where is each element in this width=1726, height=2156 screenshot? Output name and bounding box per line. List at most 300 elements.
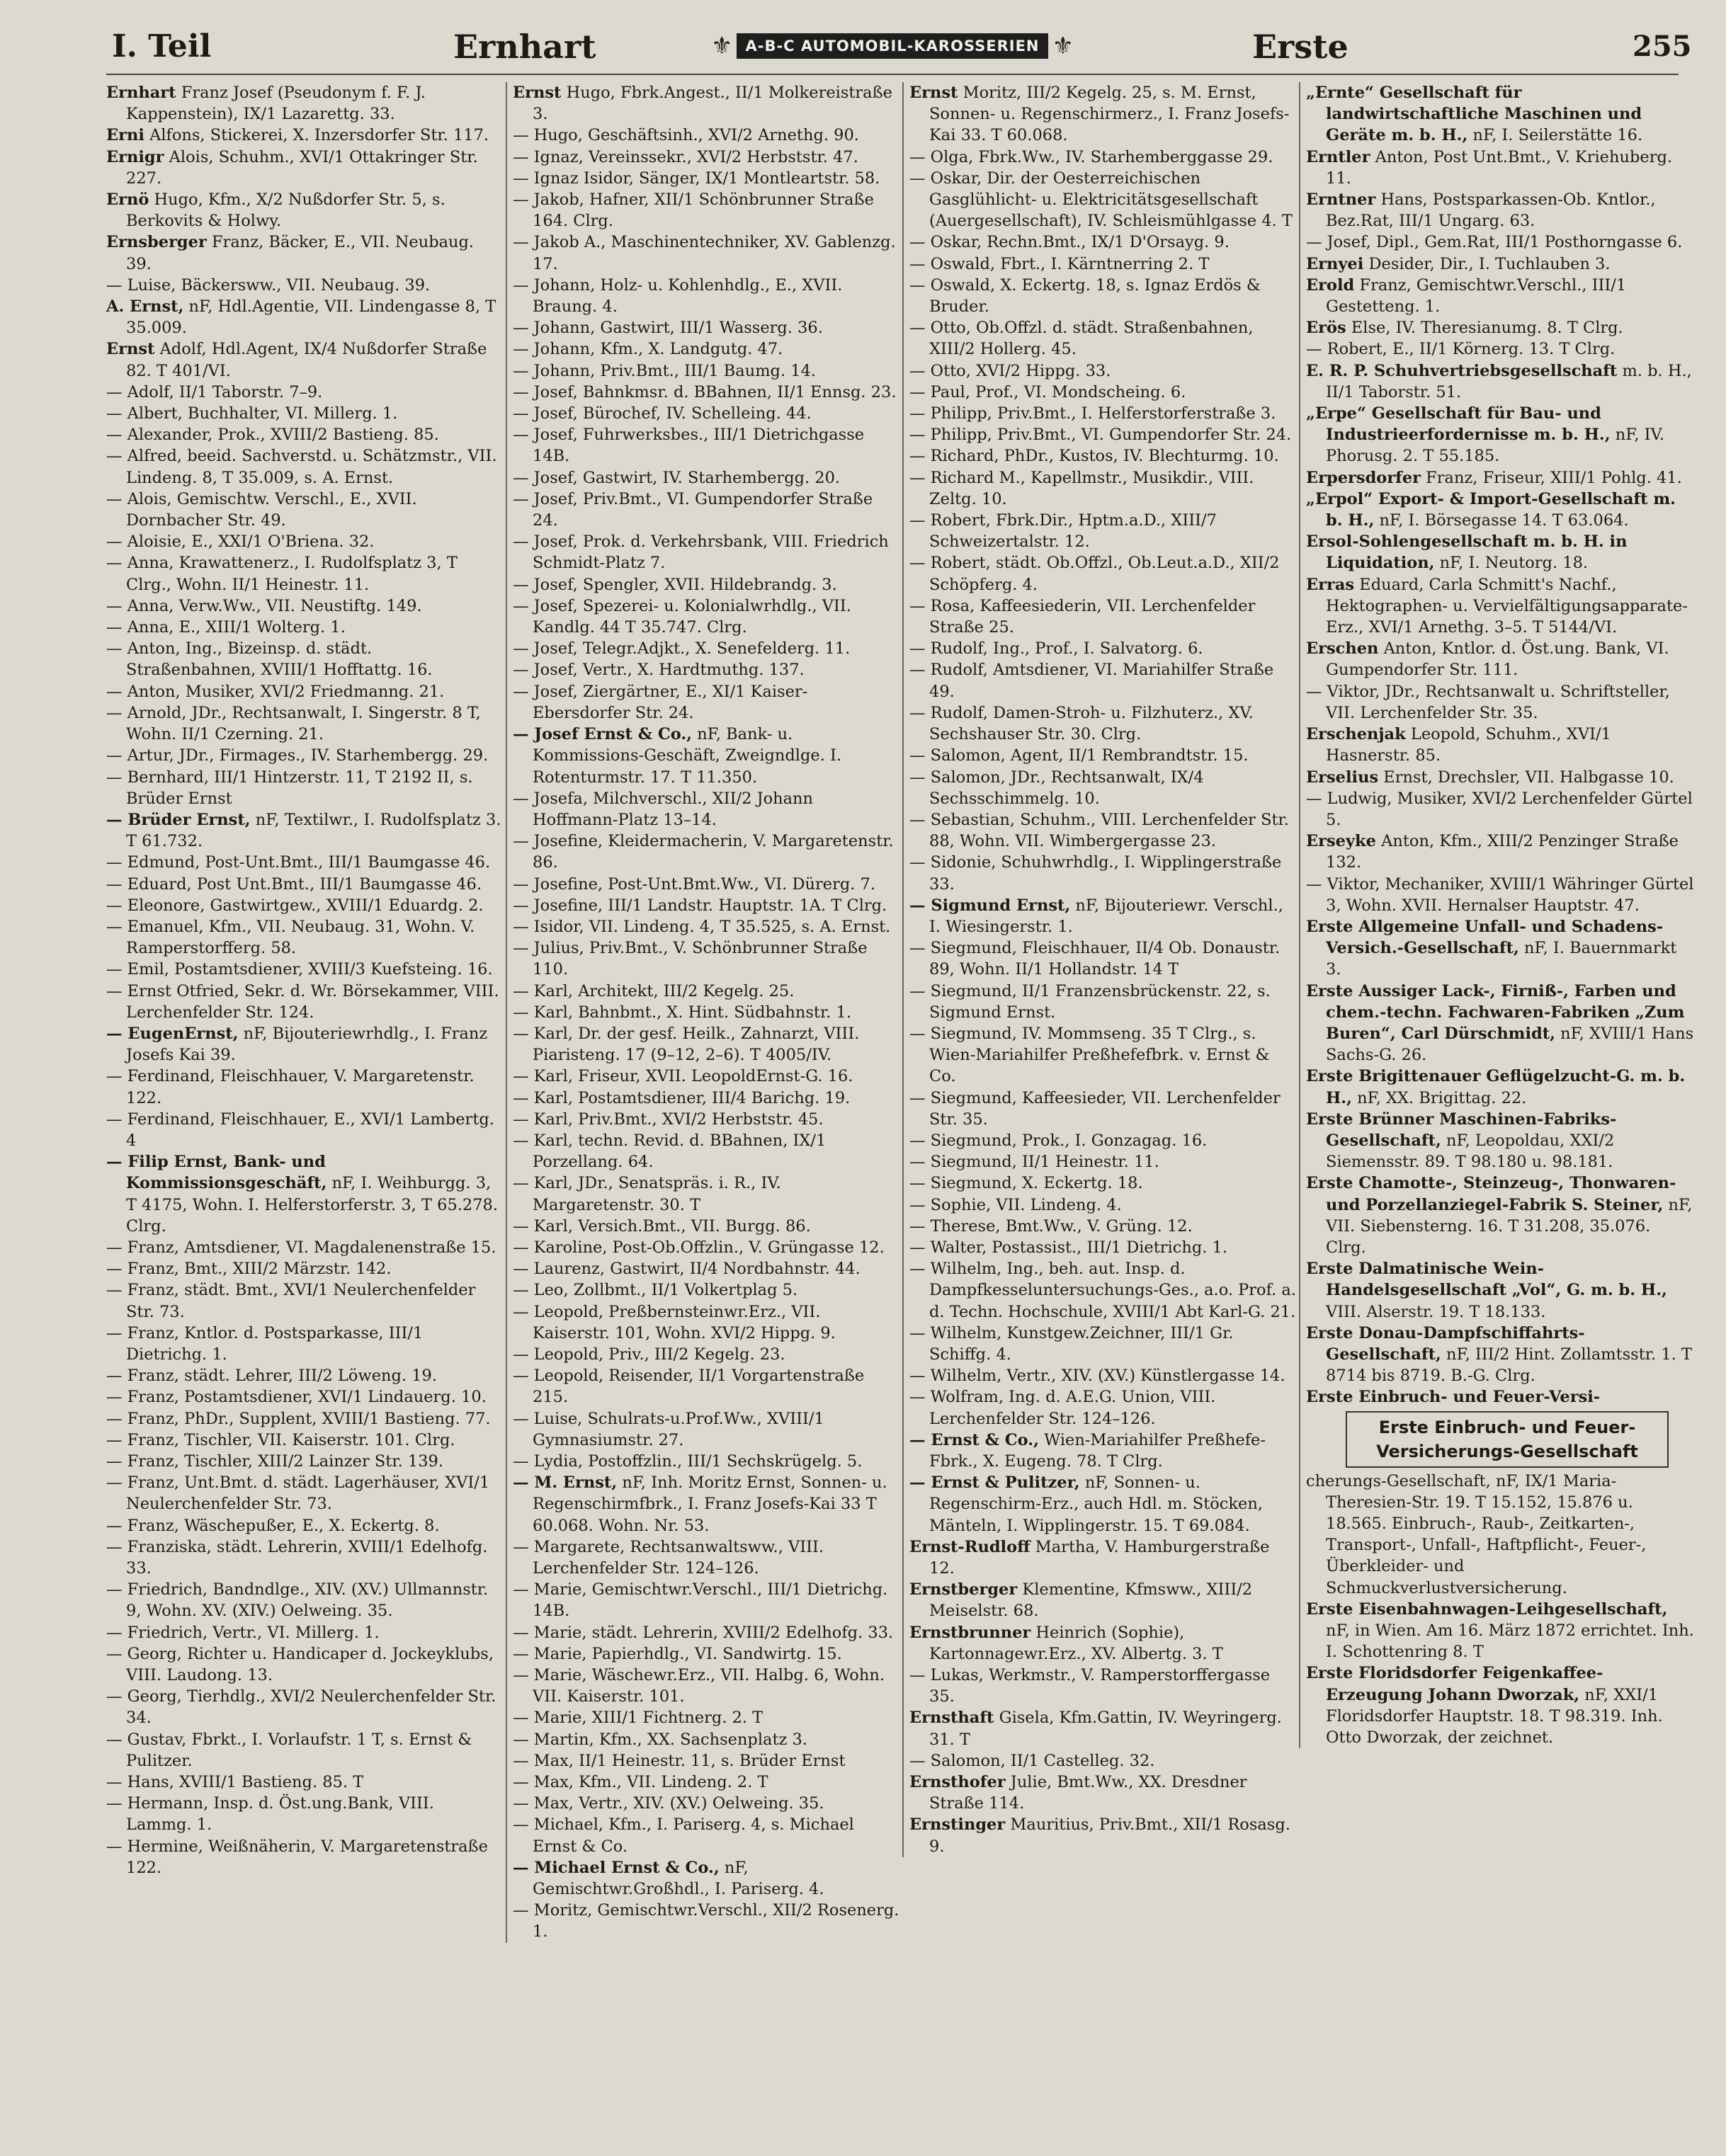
- entry-text: — Wilhelm, Ing., beh. aut. Insp. d. Dampfkesseluntersuchungs-Ges., a.o. Prof. a. d. Techn. Hochschule, XVIII/1 Abt Karl-G. 21.: [909, 1260, 1296, 1321]
- directory-entry: [106, 1023, 504, 1066]
- entry-text: — Franz, städt. Bmt., XVI/1 Neulerchenfelder Str. 73.: [106, 1281, 476, 1321]
- entry-text: — Rudolf, Damen-Stroh- u. Filzhuterz., XV. Sechshauser Str. 30. Clrg.: [909, 703, 1254, 744]
- directory-entry: [106, 382, 504, 403]
- entry-name: Erni: [106, 126, 144, 145]
- directory-entry: [1306, 338, 1696, 360]
- entry-text: — Jakob A., Maschinentechniker, XV. Gablenzg. 17.: [513, 233, 896, 273]
- directory-entry: [909, 1088, 1299, 1130]
- directory-entry: [106, 552, 504, 595]
- entry-text: — Karl, Architekt, III/2 Kegelg. 25.: [513, 981, 795, 1000]
- entry-text: — Isidor, VII. Lindeng. 4, T 35.525, s. A. Ernst.: [513, 917, 891, 936]
- entry-text: — Ferdinand, Fleischhauer, E., XVI/1 Lambertg. 4: [106, 1110, 494, 1150]
- directory-entry: [513, 1622, 902, 1643]
- directory-entry: [909, 1472, 1299, 1536]
- directory-entry: [513, 724, 902, 788]
- directory-entry: [513, 638, 902, 659]
- entry-text: — Oskar, Dir. der Oesterreichischen Gasglühlicht- u. Elektricitätsgesellschaft (Auergesellschaft), IV. Schleismühlgasse 4. T: [909, 169, 1293, 231]
- entry-text: — Alois, Gemischtw. Verschl., E., XVII. Dornbacher Str. 49.: [106, 489, 417, 530]
- entry-text: — Josefine, Post-Unt.Bmt.Ww., VI. Dürerg. 7.: [513, 874, 876, 894]
- entry-name: — Ernst & Pulitzer,: [909, 1473, 1080, 1493]
- directory-entry: [106, 681, 504, 702]
- entry-text: — Siegmund, II/1 Franzensbrückenstr. 22, s. Sigmund Ernst.: [909, 981, 1271, 1022]
- directory-entry: [513, 788, 902, 831]
- directory-entry: [513, 595, 902, 638]
- entry-text: — Therese, Bmt.Ww., V. Grüng. 12.: [909, 1216, 1193, 1236]
- entry-name: Erseyke: [1306, 832, 1376, 851]
- directory-entry: [513, 981, 902, 1002]
- entry-name: — Michael Ernst & Co.,: [513, 1858, 720, 1877]
- directory-entry: [909, 1707, 1299, 1750]
- entry-text: — Franz, Kntlor. d. Postsparkasse, III/1 Dietrichg. 1.: [106, 1323, 424, 1364]
- entry-name: Ernhart: [106, 84, 176, 102]
- entry-text: — Siegmund, II/1 Heinestr. 11.: [909, 1153, 1159, 1172]
- entry-text: — Josefine, Kleidermacherin, V. Margaretenstr. 86.: [513, 832, 894, 872]
- directory-entry: [513, 1772, 902, 1793]
- directory-entry: [1306, 981, 1696, 1066]
- directory-entry: [106, 1729, 504, 1772]
- entry-text: Anton, Post Unt.Bmt., V. Kriehuberg. 11.: [1326, 147, 1672, 188]
- entry-text: nF, Hdl.Agentie, VII. Lindengasse 8, T 35.009.: [126, 297, 496, 338]
- entry-text: — Viktor, JDr., Rechtsanwalt u. Schriftsteller, VII. Lerchenfelder Str. 35.: [1306, 682, 1670, 722]
- entry-text: nF, Textilwr., I. Rudolfsplatz 3. T 61.732.: [126, 810, 501, 851]
- entry-text: — Wilhelm, Kunstgew.Zeichner, III/1 Gr. Schiffg. 4.: [909, 1323, 1234, 1364]
- entry-text: — Bernhard, III/1 Hintzerstr. 11, T 2192 II, s. Brüder Ernst: [106, 768, 473, 808]
- directory-entry: [106, 1386, 504, 1408]
- directory-entry: [513, 360, 902, 382]
- entry-text: — Franz, Tischler, VII. Kaiserstr. 101. Clrg.: [106, 1430, 455, 1449]
- entry-text: — Karl, Versich.Bmt., VII. Burgg. 86.: [513, 1216, 811, 1236]
- directory-entry: [909, 360, 1299, 382]
- entry-name: Erste Einbruch- und Feuer-Versi-: [1306, 1388, 1601, 1407]
- entry-text: — Ignaz, Vereinssekr., XVI/2 Herbststr. 47.: [513, 147, 858, 166]
- directory-entry: [909, 147, 1299, 168]
- entry-text: nF, XXI/1 Floridsdorfer Hauptstr. 18. T 98.319. Inh. Otto Dworzak, der zeichnet.: [1326, 1685, 1663, 1747]
- directory-entry: [909, 1430, 1299, 1472]
- entry-name: Erschen: [1306, 639, 1379, 658]
- directory-entry: [1306, 1258, 1696, 1323]
- entry-text: — Ignaz Isidor, Sänger, IX/1 Montleartstr. 58.: [513, 169, 880, 188]
- directory-entry: [1306, 1386, 1696, 1408]
- directory-entry: [1306, 638, 1696, 680]
- entry-text: — Robert, städt. Ob.Offzl., Ob.Leut.a.D., XII/2 Schöpferg. 4.: [909, 554, 1280, 594]
- header-section-label: I. Teil: [112, 28, 212, 64]
- entry-text: nF, Bank- u. Kommissions-Geschäft, Zweigndlge. I. Rotenturmstr. 17. T 11.350.: [533, 725, 842, 787]
- entry-name: Ernstbrunner: [909, 1623, 1031, 1642]
- directory-entry: [1306, 831, 1696, 873]
- directory-entry: [513, 189, 902, 232]
- entry-name: Ernö: [106, 190, 149, 210]
- entry-text: Moritz, III/2 Kegelg. 25, s. M. Ernst, Sonnen- u. Regenschirmerz., I. Franz Josefs-Kai 33. T 60.068.: [929, 84, 1290, 145]
- entry-text: — Georg, Tierhdlg., XVI/2 Neulerchenfelder Str. 34.: [106, 1687, 496, 1728]
- directory-entry: [106, 1643, 504, 1686]
- directory-entry: [909, 1237, 1299, 1258]
- directory-entry: [513, 232, 902, 274]
- directory-entry: [106, 531, 504, 552]
- directory-entry: [513, 275, 902, 317]
- entry-text: nF, Gemischtwr.Großhdl., I. Pariserg. 4.: [533, 1858, 824, 1899]
- entry-name: Erste Brünner Maschinen-Fabriks-Gesellschaft,: [1306, 1110, 1617, 1150]
- directory-entry: [106, 403, 504, 424]
- directory-entry: [513, 1793, 902, 1814]
- directory-entry: [513, 147, 902, 168]
- entry-text: nF, I. Weihburgg. 3, T 4175, Wohn. I. Helferstorferstr. 3, T 65.278. Clrg.: [126, 1174, 499, 1236]
- entry-text: — Margarete, Rechtsanwaltsww., VIII. Lerchenfelder Str. 124–126.: [513, 1537, 824, 1578]
- entry-text: — Artur, JDr., Firmages., IV. Starhembergg. 29.: [106, 746, 489, 765]
- entry-text: nF, Bijouteriewr. Verschl., I. Wiesingerstr. 1.: [929, 896, 1283, 936]
- entry-text: — Robert, E., II/1 Körnerg. 13. T Clrg.: [1306, 340, 1616, 359]
- directory-entry: [1306, 531, 1696, 574]
- entry-text: — Karl, Dr. der gesf. Heilk., Zahnarzt, VIII. Piaristeng. 17 (9–12, 2–6). T 4005/IV.: [513, 1024, 860, 1065]
- entry-text: — Leopold, Reisender, II/1 Vorgartenstraße 215.: [513, 1367, 865, 1407]
- directory-entry: [513, 1365, 902, 1408]
- column-1: [106, 82, 504, 1878]
- directory-entry: [513, 82, 902, 125]
- entry-text: — Karl, Bahnbmt., X. Hint. Südbahnstr. 1.: [513, 1003, 852, 1022]
- entry-text: — Karl, Postamtsdiener, III/4 Barichg. 19.: [513, 1088, 851, 1107]
- directory-entry: [106, 1279, 504, 1322]
- entry-text: — Max, Vertr., XIV. (XV.) Oelweing. 35.: [513, 1794, 824, 1813]
- header-ad-text: A-B-C AUTOMOBIL-KAROSSERIEN: [737, 33, 1047, 59]
- directory-entry: [106, 1622, 504, 1643]
- entry-text: — Josef, Vertr., X. Hardtmuthg. 137.: [513, 661, 805, 680]
- entry-text: — Marie, Papierhdlg., VI. Sandwirtg. 15.: [513, 1644, 842, 1663]
- entry-text: — Friedrich, Bandndlge., XIV. (XV.) Ullmannstr. 9, Wohn. XV. (XIV.) Oelweing. 35.: [106, 1580, 489, 1621]
- entry-text: — Josef, Bahnkmsr. d. BBahnen, II/1 Ennsg. 23.: [513, 382, 897, 401]
- winged-emblem-left-icon: ⚜: [711, 32, 733, 60]
- directory-entry: [106, 1515, 504, 1536]
- entry-text: Alois, Schuhm., XVI/1 Ottakringer Str. 227.: [126, 147, 478, 188]
- directory-entry: [909, 1814, 1299, 1856]
- entry-text: — Martin, Kfm., XX. Sachsenplatz 3.: [513, 1730, 807, 1749]
- entry-text: — Johann, Priv.Bmt., III/1 Baumg. 14.: [513, 361, 817, 380]
- directory-entry: [1306, 360, 1696, 403]
- entry-text: — Franziska, städt. Lehrerin, XVIII/1 Edelhofg. 33.: [106, 1537, 488, 1578]
- entry-text: — Ludwig, Musiker, XVI/2 Lerchenfelder Gürtel 5.: [1306, 789, 1693, 829]
- directory-entry: [106, 1066, 504, 1108]
- entry-text: Wien-Mariahilfer Preßhefe-Fbrk., X. Eugeng. 78. T Clrg.: [929, 1430, 1266, 1471]
- directory-entry: [909, 510, 1299, 552]
- directory-entry: [909, 168, 1299, 232]
- entry-name: „Ernte“ Gesellschaft für landwirtschaftliche Maschinen und Geräte m. b. H.,: [1306, 84, 1642, 145]
- directory-entry: [1306, 467, 1696, 489]
- entry-text: — Johann, Kfm., X. Landgutg. 47.: [513, 340, 783, 359]
- entry-name: Erste Floridsdorfer Feigenkaffee-Erzeugung Johann Dworzak,: [1306, 1664, 1603, 1704]
- entry-name: Ernyei: [1306, 254, 1364, 273]
- directory-entry: [513, 1750, 902, 1772]
- directory-entry: [513, 1707, 902, 1728]
- entry-name: „Erpol“ Export- & Import-Gesellschaft m. b. H.,: [1306, 489, 1676, 530]
- entry-text: nF, I. Bauernmarkt 3.: [1326, 939, 1677, 979]
- entry-text: — Otto, Ob.Offzl. d. städt. Straßenbahnen, XIII/2 Hollerg. 45.: [909, 319, 1254, 359]
- entry-text: Alfons, Stickerei, X. Inzersdorfer Str. 117.: [149, 126, 489, 145]
- entry-name: Erselius: [1306, 768, 1379, 787]
- entry-text: Martha, V. Hamburgerstraße 12.: [929, 1537, 1270, 1578]
- entry-text: — Anton, Ing., Bizeinsp. d. städt. Straßenbahnen, XVIII/1 Hofftattg. 16.: [106, 639, 433, 680]
- entry-text: — Salomon, JDr., Rechtsanwalt, IX/4 Sechsschimmelg. 10.: [909, 768, 1204, 808]
- directory-entry: [106, 745, 504, 766]
- entry-text: — Johann, Holz- u. Kohlenhdlg., E., XVII. Braung. 4.: [513, 275, 843, 316]
- directory-entry: [106, 1258, 504, 1279]
- entry-name: Ernstinger: [909, 1815, 1006, 1835]
- directory-entry: [513, 1536, 902, 1579]
- entry-name: — Brüder Ernst,: [106, 810, 251, 829]
- directory-entry: [1306, 1323, 1696, 1387]
- insurance-ad-box: Erste Einbruch- und Feuer-Versicherungs-Gesellschaft: [1346, 1411, 1669, 1468]
- directory-entry: [513, 1237, 902, 1258]
- directory-entry: [909, 1173, 1299, 1194]
- entry-text: Else, IV. Theresianumg. 8. T Clrg.: [1351, 319, 1623, 338]
- directory-entry: [106, 874, 504, 895]
- entry-text: — Alfred, beeid. Sachverstd. u. Schätzmstr., VII. Lindeng. 8, T 35.009, s. A. Ernst.: [106, 447, 497, 487]
- entry-text: — Johann, Gastwirt, III/1 Wasserg. 36.: [513, 319, 823, 338]
- directory-entry: [909, 1151, 1299, 1173]
- entry-text: — Philipp, Priv.Bmt., VI. Gumpendorfer Str. 24.: [909, 426, 1292, 445]
- directory-entry: [513, 168, 902, 189]
- directory-entry: [106, 1579, 504, 1621]
- entry-text: — Georg, Richter u. Handicaper d. Jockeyklubs, VIII. Laudong. 13.: [106, 1644, 494, 1685]
- entry-name: Erntner: [1306, 190, 1376, 210]
- directory-entry: [1306, 489, 1696, 531]
- directory-entry: [513, 1088, 902, 1109]
- directory-entry: [513, 338, 902, 360]
- directory-entry: [106, 1109, 504, 1151]
- directory-entry: [106, 595, 504, 617]
- directory-entry: [1306, 767, 1696, 788]
- directory-entry: [513, 1344, 902, 1365]
- directory-entry: [909, 317, 1299, 360]
- directory-entry: [1306, 147, 1696, 189]
- directory-entry: [513, 574, 902, 595]
- entry-text: — Sidonie, Schuhwrhdlg., I. Wipplingerstraße 33.: [909, 853, 1282, 894]
- entry-text: — Anna, Krawattenerz., I. Rudolfsplatz 3, T Clrg., Wohn. II/1 Heinestr. 11.: [106, 554, 458, 594]
- entry-text: nF, III/2 Hint. Zollamtsstr. 1. T 8714 bis 8719. B.-G. Clrg.: [1326, 1345, 1692, 1386]
- directory-entry: [106, 1451, 504, 1472]
- directory-entry: [1306, 82, 1696, 147]
- directory-entry: [513, 1279, 902, 1301]
- directory-entry: [513, 1173, 902, 1215]
- entry-text: — Siegmund, IV. Mommseng. 35 T Clrg., s. Wien-Mariahilfer Preßhefefbrk. v. Ernst & Co.: [909, 1024, 1270, 1086]
- entry-text: — Edmund, Post-Unt.Bmt., III/1 Baumgasse 46.: [106, 853, 491, 872]
- entry-name: „Erpe“ Gesellschaft für Bau- und Industrieerfordernisse m. b. H.,: [1306, 404, 1611, 445]
- entry-name: Erras: [1306, 575, 1355, 594]
- directory-entry: [909, 1323, 1299, 1365]
- directory-entry: [106, 147, 504, 189]
- directory-entry: [909, 424, 1299, 445]
- entry-text: — Josef, Telegr.Adjkt., X. Senefelderg. 11.: [513, 639, 851, 658]
- entry-name: Erste Brigittenauer Geflügelzucht-G. m. b. H.,: [1306, 1067, 1686, 1107]
- entry-text: — Laurenz, Gastwirt, II/4 Nordbahnstr. 44.: [513, 1260, 861, 1279]
- entry-text: nF, XX. Brigittag. 22.: [1357, 1088, 1527, 1107]
- entry-name: — Ernst & Co.,: [909, 1430, 1039, 1449]
- directory-entry: [513, 1643, 902, 1665]
- entry-text: — Max, II/1 Heinestr. 11, s. Brüder Ernst: [513, 1751, 846, 1770]
- directory-entry: [106, 275, 504, 296]
- entry-text: Hugo, Kfm., X/2 Nußdorfer Str. 5, s. Berkovits & Holwy.: [126, 190, 445, 231]
- entry-text: — Eduard, Post Unt.Bmt., III/1 Baumgasse 46.: [106, 874, 482, 894]
- entry-name: Ernst: [106, 340, 155, 359]
- entry-text: — Josef, Gastwirt, IV. Starhembergg. 20.: [513, 468, 841, 487]
- directory-entry: [513, 831, 902, 873]
- directory-entry: [513, 937, 902, 980]
- entry-text: — Anton, Musiker, XVI/2 Friedmanng. 21.: [106, 682, 445, 701]
- column-4: [1299, 82, 1696, 1748]
- directory-entry: [909, 745, 1299, 766]
- directory-entry: [909, 659, 1299, 702]
- entry-name: Erste Chamotte-, Steinzeug-, Thonwaren- und Porzellanziegel-Fabrik S. Steiner,: [1306, 1174, 1676, 1214]
- entry-name: Ersol-Sohlengesellschaft m. b. H. in Liquidation,: [1306, 532, 1628, 573]
- directory-entry: [106, 1472, 504, 1515]
- page-number: 255: [1633, 30, 1692, 63]
- entry-text: — Karl, techn. Revid. d. BBahnen, IX/1 Porzellang. 64.: [513, 1131, 827, 1172]
- entry-text: — Marie, XIII/1 Fichtnerg. 2. T: [513, 1709, 763, 1728]
- entry-text: — Hugo, Geschäftsinh., XVI/2 Arnethg. 90.: [513, 126, 859, 145]
- directory-entry: [106, 1772, 504, 1793]
- entry-text: — Max, Kfm., VII. Lindeng. 2. T: [513, 1773, 768, 1792]
- entry-text: Heinrich (Sophie), Kartonnagewr.Erz., XV. Albertg. 3. T: [929, 1623, 1223, 1663]
- entry-text: — Karoline, Post-Ob.Offzlin., V. Grüngasse 12.: [513, 1238, 885, 1257]
- entry-text: — Josef, Spezerei- u. Kolonialwrhdlg., VII. Kandlg. 44 T 35.747. Clrg.: [513, 596, 851, 637]
- entry-text: nF, Leopoldau, XXI/2 Siemensstr. 89. T 98.180 u. 98.181.: [1326, 1131, 1615, 1172]
- entry-text: — Luise, Bäckersww., VII. Neubaug. 39.: [106, 275, 431, 295]
- entry-text: — Lydia, Postoffzlin., III/1 Sechskrügelg. 5.: [513, 1452, 863, 1471]
- entry-text: Gisela, Kfm.Gattin, IV. Weyringerg. 31. T: [929, 1709, 1282, 1749]
- entry-text: nF, XVIII/1 Hans Sachs-G. 26.: [1326, 1024, 1694, 1065]
- directory-entry: [909, 1750, 1299, 1772]
- directory-entry: [513, 1579, 902, 1621]
- directory-entry: [106, 1536, 504, 1579]
- entry-text: — Oskar, Rechn.Bmt., IX/1 D'Orsayg. 9.: [909, 233, 1230, 252]
- entry-text: — Karl, JDr., Senatspräs. i. R., IV. Margaretenstr. 30. T: [513, 1174, 781, 1214]
- directory-entry: [106, 1793, 504, 1835]
- entry-name: — Sigmund Ernst,: [909, 896, 1071, 915]
- entry-text: — Franz, PhDr., Supplent, XVIII/1 Bastieng. 77.: [106, 1409, 491, 1428]
- directory-entry: [1306, 874, 1696, 916]
- directory-entry: [513, 1301, 902, 1344]
- entry-text: — Robert, Fbrk.Dir., Hptm.a.D., XIII/7 Schweizertalstr. 12.: [909, 511, 1217, 552]
- directory-entry: [1306, 232, 1696, 253]
- entry-name: Ernstberger: [909, 1580, 1018, 1599]
- entry-name: Erste Aussiger Lack-, Firniß-, Farben und chem.-techn. Fachwaren-Fabriken „Zum Buren“, Carl Dürschmidt,: [1306, 981, 1685, 1043]
- directory-entry: [909, 1365, 1299, 1386]
- entry-text: — Leopold, Preßbernsteinwr.Erz., VII. Kaiserstr. 101, Wohn. XVI/2 Hippg. 9.: [513, 1302, 836, 1342]
- entry-text: Franz, Gemischtwr.Verschl., III/1 Gestetteng. 1.: [1326, 275, 1627, 316]
- entry-text: — Marie, Gemischtwr.Verschl., III/1 Dietrichg. 14B.: [513, 1580, 888, 1621]
- directory-entry: [909, 1536, 1299, 1579]
- directory-entry: [513, 1900, 902, 1942]
- header-rule: [106, 74, 1679, 75]
- directory-entry: [106, 1237, 504, 1258]
- entry-text: — Wilhelm, Vertr., XIV. (XV.) Künstlergasse 14.: [909, 1367, 1285, 1386]
- entry-text: — Franz, städt. Lehrer, III/2 Löweng. 19.: [106, 1367, 437, 1386]
- entry-text: — Arnold, JDr., Rechtsanwalt, I. Singerstr. 8 T, Wohn. II/1 Czerning. 21.: [106, 703, 481, 744]
- directory-entry: [909, 232, 1299, 253]
- directory-entry: [1306, 1173, 1696, 1258]
- entry-text: — Walter, Postassist., III/1 Dietrichg. 1.: [909, 1238, 1228, 1257]
- entry-text: — Rosa, Kaffeesiederin, VII. Lerchenfelder Straße 25.: [909, 596, 1256, 637]
- directory-entry: [909, 1665, 1299, 1707]
- directory-entry: [1306, 1066, 1696, 1108]
- entry-text: Mauritius, Priv.Bmt., XII/1 Rosasg. 9.: [929, 1815, 1290, 1856]
- entry-text: — Michael, Kfm., I. Pariserg. 4, s. Michael Ernst & Co.: [513, 1815, 854, 1856]
- entry-text: — Ferdinand, Fleischhauer, V. Margaretenstr. 122.: [106, 1067, 475, 1107]
- directory-entry: [909, 1772, 1299, 1814]
- directory-entry: [106, 338, 504, 381]
- directory-entry: [106, 1686, 504, 1728]
- entry-text: — Josef, Priv.Bmt., VI. Gumpendorfer Straße 24.: [513, 489, 873, 530]
- entry-text: — Wolfram, Ing. d. A.E.G. Union, VIII. Lerchenfelder Str. 124–126.: [909, 1388, 1216, 1428]
- entry-text: — Franz, Unt.Bmt. d. städt. Lagerhäuser, XVI/1 Neulerchenfelder Str. 73.: [106, 1473, 490, 1514]
- directory-entry: [1306, 1662, 1696, 1748]
- entry-text: — Josef, Prok. d. Verkehrsbank, VIII. Friedrich Schmidt-Platz 7.: [513, 532, 889, 573]
- entry-text: — Emil, Postamtsdiener, XVIII/3 Kuefsteing. 16.: [106, 960, 493, 979]
- entry-text: — Adolf, II/1 Taborstr. 7–9.: [106, 382, 323, 401]
- directory-entry: [106, 82, 504, 125]
- entry-text: — Josefa, Milchverschl., XII/2 Johann Hoffmann-Platz 13–14.: [513, 789, 814, 829]
- entry-text: — Gustav, Fbrkt., I. Vorlaufstr. 1 T, s. Ernst & Pulitzer.: [106, 1730, 472, 1770]
- entry-text: — Salomon, Agent, II/1 Rembrandtstr. 15.: [909, 746, 1249, 765]
- entry-text: nF, I. Börsegasse 14. T 63.064.: [1379, 511, 1629, 530]
- entry-text: — Rudolf, Amtsdiener, VI. Mariahilfer Straße 49.: [909, 661, 1274, 701]
- directory-entry: [106, 232, 504, 274]
- entry-text: — Franz, Wäschepußer, E., X. Eckertg. 8.: [106, 1516, 440, 1535]
- directory-entry: [1306, 403, 1696, 467]
- entry-name: Ernsthofer: [909, 1773, 1006, 1792]
- directory-entry: [513, 681, 902, 724]
- entry-text: — Josefine, III/1 Landstr. Hauptstr. 1A. T Clrg.: [513, 896, 887, 915]
- directory-entry: [909, 82, 1299, 147]
- directory-entry: [513, 1258, 902, 1279]
- entry-name: — EugenErnst,: [106, 1024, 239, 1043]
- entry-text: — Albert, Buchhalter, VI. Millerg. 1.: [106, 404, 398, 423]
- entry-text: nF, VII. Siebensterng. 16. T 31.208, 35.076. Clrg.: [1326, 1195, 1693, 1257]
- entry-text: — Josef, Spengler, XVII. Hildebrandg. 3.: [513, 575, 837, 594]
- directory-entry: [513, 1109, 902, 1130]
- entry-name: Erschenjak: [1306, 725, 1406, 744]
- entry-name: Ernst: [909, 84, 958, 102]
- entry-name: Erste Allgemeine Unfall- und Schadens-Versich.-Gesellschaft,: [1306, 917, 1664, 958]
- entry-name: Erntler: [1306, 147, 1370, 166]
- entry-text: — Josef, Fuhrwerksbes., III/1 Dietrichgasse 14B.: [513, 426, 865, 466]
- directory-entry: [909, 895, 1299, 937]
- entry-name: Erste Donau-Dampfschiffahrts-Gesellschaft,: [1306, 1323, 1585, 1364]
- entry-text: nF, IV. Phorusg. 2. T 55.185.: [1326, 426, 1664, 466]
- directory-entry: [1306, 1471, 1696, 1599]
- entry-text: — Siegmund, X. Eckertg. 18.: [909, 1174, 1143, 1193]
- directory-entry: [106, 189, 504, 232]
- directory-entry: [909, 595, 1299, 638]
- directory-entry: [1306, 189, 1696, 232]
- entry-text: — Salomon, II/1 Castelleg. 32.: [909, 1751, 1155, 1770]
- entry-text: — Paul, Prof., VI. Mondscheing. 6.: [909, 382, 1186, 401]
- entry-text: — Richard M., Kapellmstr., Musikdir., VIII. Zeltg. 10.: [909, 468, 1254, 508]
- entry-text: — Jakob, Hafner, XII/1 Schönbrunner Straße 164. Clrg.: [513, 190, 874, 231]
- entry-text: — Hermine, Weißnäherin, V. Margaretenstraße 122.: [106, 1837, 488, 1877]
- entry-name: Erste Eisenbahnwagen-Leihgesellschaft,: [1306, 1599, 1668, 1619]
- directory-entry: [106, 1408, 504, 1430]
- entry-name: Erold: [1306, 275, 1355, 295]
- directory-entry: [909, 702, 1299, 745]
- directory-entry: [513, 1130, 902, 1173]
- header-last-entry: Erste: [1252, 28, 1349, 66]
- directory-entry: [106, 445, 504, 488]
- entry-text: — Philipp, Priv.Bmt., I. Helferstorferstraße 3.: [909, 404, 1276, 423]
- entry-name: — M. Ernst,: [513, 1473, 618, 1493]
- directory-entry: [106, 1323, 504, 1365]
- directory-entry: [513, 874, 902, 895]
- directory-entry: [106, 296, 504, 338]
- entry-name: Ernigr: [106, 147, 164, 166]
- column-2: [506, 82, 902, 1943]
